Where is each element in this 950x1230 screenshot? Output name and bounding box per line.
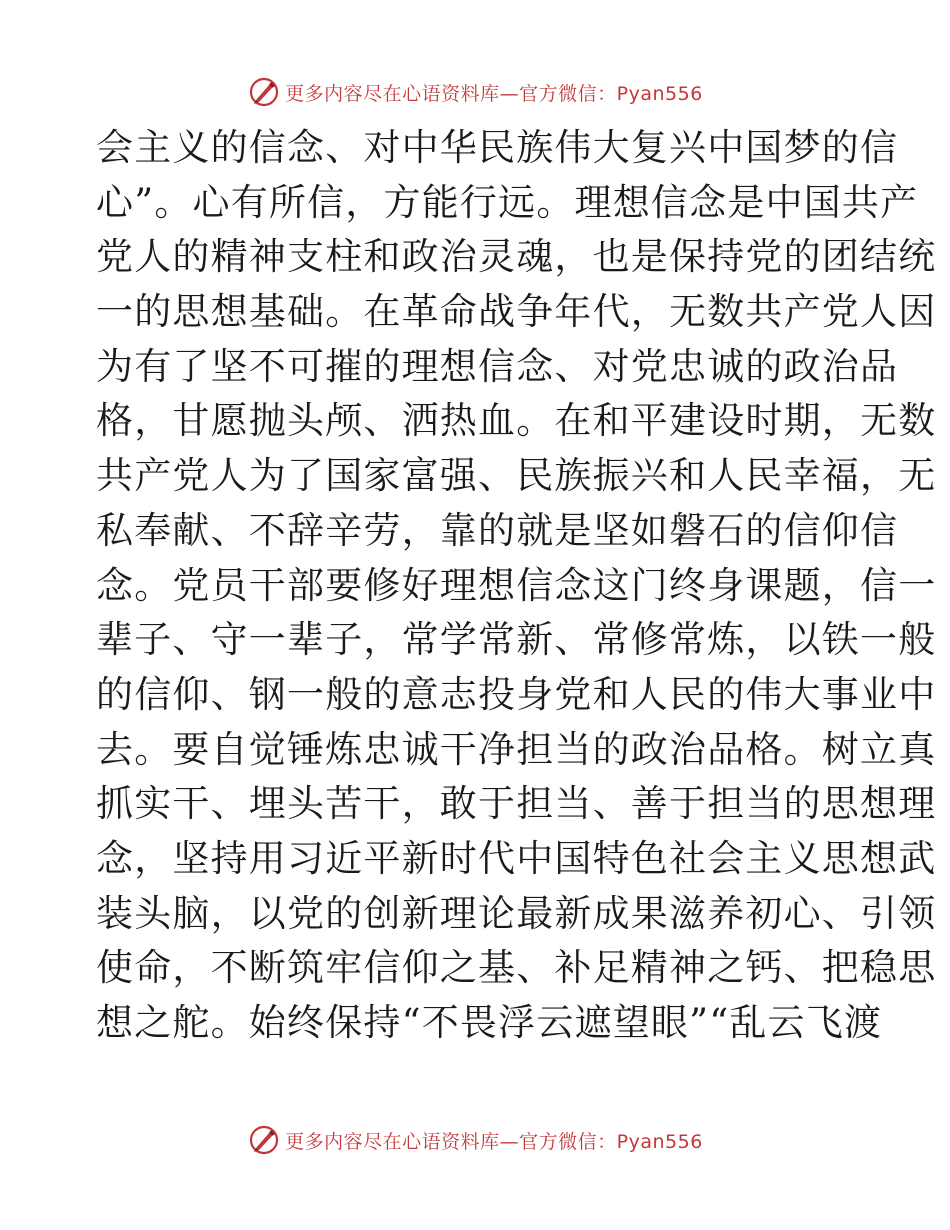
text-line: 一的思想基础。在革命战争年代，无数共产党人因 bbox=[96, 290, 937, 334]
text-line: 使命，不断筑牢信仰之基、补足精神之钙、把稳思 bbox=[96, 946, 937, 990]
text-line: 私奉献、不辞辛劳，靠的就是坚如磐石的信仰信 bbox=[96, 508, 899, 552]
body-text bbox=[96, 121, 937, 1051]
header-banner bbox=[0, 72, 950, 112]
pen-logo-icon bbox=[247, 75, 281, 109]
text-line: 装头脑，以党的创新理论最新成果滋养初心、引领 bbox=[96, 891, 937, 935]
text-line: 念。党员干部要修好理想信念这门终身课题，信一 bbox=[96, 563, 937, 607]
text-line: 抓实干、埋头苦干，敢于担当、善于担当的思想理 bbox=[96, 782, 937, 826]
pen-logo-icon bbox=[247, 1123, 281, 1157]
text-line: 格，甘愿抛头颅、洒热血。在和平建设时期，无数 bbox=[96, 399, 937, 443]
text-line: 想之舵。始终保持“不畏浮云遮望眼”“乱云飞渡 bbox=[96, 1001, 883, 1044]
text-line: 辈子、守一辈子，常学常新、常修常炼，以铁一般 bbox=[96, 618, 937, 662]
text-line: 党人的精神支柱和政治灵魂，也是保持党的团结统 bbox=[96, 235, 937, 279]
text-line: 的信仰、钢一般的意志投身党和人民的伟大事业中 bbox=[96, 672, 937, 716]
text-line: 共产党人为了国家富强、民族振兴和人民幸福，无 bbox=[96, 454, 937, 498]
footer-banner bbox=[0, 1120, 950, 1160]
footer-banner-text: 更多内容尽在心语资料库—官方微信：Pyan556 bbox=[285, 1130, 703, 1153]
text-line: 会主义的信念、对中华民族伟大复兴中国梦的信 bbox=[96, 126, 899, 169]
text-line: 去。要自觉锤炼忠诚干净担当的政治品格。树立真 bbox=[96, 727, 937, 771]
text-line: 为有了坚不可摧的理想信念、对党忠诚的政治品 bbox=[96, 344, 899, 388]
text-line: 心”。心有所信，方能行远。理想信念是中国共产 bbox=[96, 180, 919, 224]
header-banner-text: 更多内容尽在心语资料库—官方微信：Pyan556 bbox=[285, 82, 703, 105]
text-line: 念，坚持用习近平新时代中国特色社会主义思想武 bbox=[96, 836, 937, 880]
